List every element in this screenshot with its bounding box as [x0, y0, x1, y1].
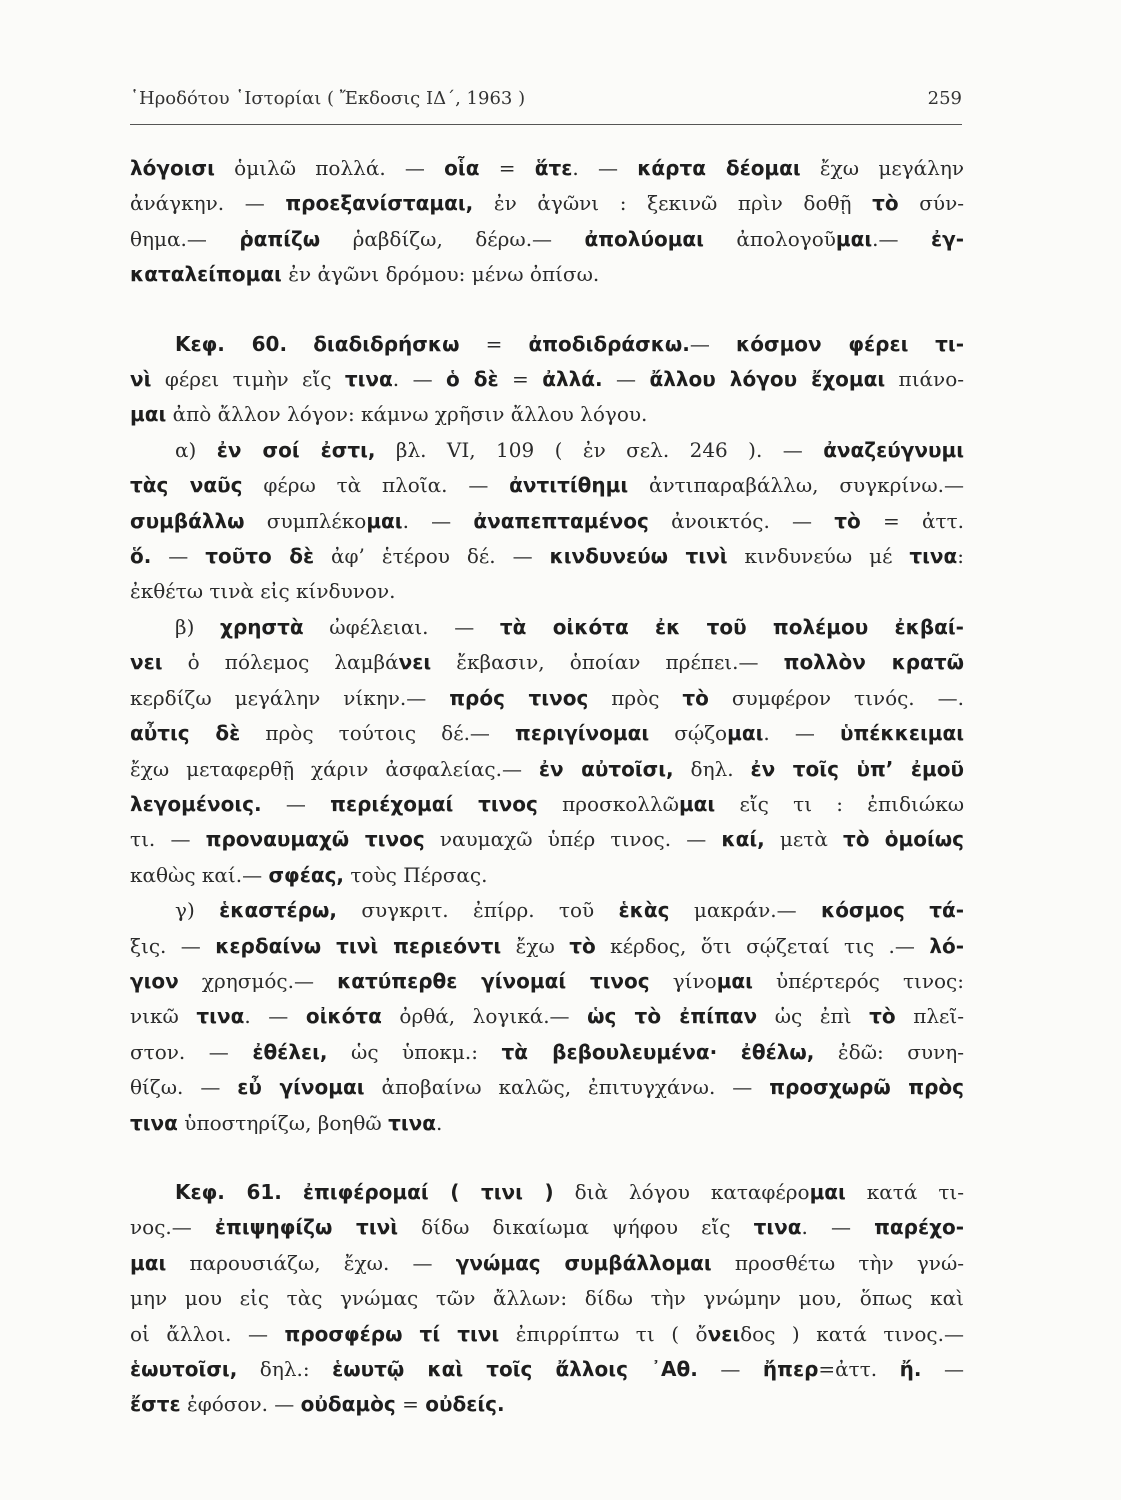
- lemma-term: τινα: [196, 1004, 245, 1029]
- text-line: τὰς ναῦς φέρω τὰ πλοῖα. — ἀντιτίθημι ἀντιπαραβάλλω, συγκρίνω.—: [130, 473, 965, 498]
- paragraph-chapter-61: [130, 1175, 964, 1423]
- lemma-term: ἐπιψηφίζω τινὶ: [214, 1215, 399, 1240]
- lemma-term: ἀπολύομαι: [584, 226, 704, 251]
- lemma-term: ἐν αὐτοῖσι,: [538, 756, 674, 781]
- text-line: ἐκθέτω τινὰ εἰς κίνδυνον.: [130, 579, 396, 604]
- lemma-term: νει: [130, 650, 163, 675]
- lemma-term: μαι: [809, 1179, 846, 1204]
- text-line: τι. — προναυμαχῶ τινος ναυμαχῶ ὑπέρ τινος. — καί, μετὰ τὸ ὁμοίως: [130, 827, 964, 852]
- text-line: ὅ. — τοῦτο δὲ ἀφ’ ἑτέρου δέ. — κινδυνεύω τινὶ κινδυνεύω μέ τινα:: [130, 544, 965, 569]
- text-line: οἱ ἄλλοι. — προσφέρω τί τινι ἐπιρρίπτω τι ( ὄνειδος ) κατά τινος.—: [130, 1321, 964, 1346]
- lemma-term: ἀποδιδράσκω.: [528, 331, 690, 356]
- lemma-term: ἀντιτίθημι: [509, 473, 629, 498]
- lemma-term: τὸ: [869, 1004, 896, 1029]
- text-line: α) ἐν σοί ἐστι, βλ. VI, 109 ( ἐν σελ. 246 ). — ἀναζεύγνυμι: [175, 437, 965, 462]
- lemma-term: περιέχομαί τινος: [330, 791, 538, 816]
- lemma-term: ἑωυτῷ καὶ τοῖς ἄλλοις ᾿Αθ.: [332, 1357, 698, 1381]
- text-line: ἑωυτοῖσι, δηλ.: ἑωυτῷ καὶ τοῖς ἄλλοις ᾿Αθ. — ἤπερ=ἀττ. ἤ. —: [130, 1357, 965, 1381]
- lemma-term: προναυμαχῶ τινος: [205, 827, 425, 852]
- lemma-term: τὰ οἰκότα ἐκ τοῦ πολέμου ἐκβαί-: [499, 614, 964, 639]
- lemma-term: τά-: [929, 898, 964, 923]
- lemma-term: τὸ: [682, 685, 709, 710]
- lemma-term: οὐδείς.: [425, 1392, 505, 1417]
- text-line: στον. — ἐθέλει, ὡς ὑποκμ.: τὰ βεβουλευμένα· ἐθέλω, ἐδῶ: συνη-: [130, 1039, 964, 1064]
- lemma-term: κατύπερθε γίνομαί τινος: [337, 968, 650, 993]
- text-line: γιον χρησμός.— κατύπερθε γίνομαί τινος γίνομαι ὑπέρτερός τινος:: [130, 968, 964, 993]
- text-line: θημα.— ῥαπίζω ῥαβδίζω, δέρω.— ἀπολύομαι ἀπολογοῦμαι.— ἐγ-: [130, 226, 965, 251]
- lemma-term: τινα: [344, 367, 393, 392]
- text-line: νὶ φέρει τιμὴν εἴς τινα. — ὁ δὲ = ἀλλά. — ἄλλου λόγου ἔχομαι πιάνο-: [130, 367, 964, 392]
- lemma-term: νὶ: [130, 367, 152, 392]
- lemma-term: μαι: [727, 721, 764, 746]
- lemma-term: ἄλλου λόγου ἔχομαι: [649, 367, 886, 392]
- lemma-term: περιγίνομαι: [515, 721, 650, 746]
- text-line: ἔστε ἐφόσον. — οὐδαμὸς = οὐδείς.: [130, 1392, 505, 1417]
- text-line: τινα ὑποστηρίζω, βοηθῶ τινα.: [130, 1110, 443, 1135]
- running-title: ῾Ηροδότου ῾Ιστορίαι ( Ἔκδοσις ΙΔ΄, 1963 ): [130, 88, 526, 109]
- paragraph-60-a: [130, 433, 964, 610]
- lemma-term: οἰκότα: [305, 1004, 382, 1029]
- lemma-term: ἑκὰς: [618, 898, 670, 923]
- page-number: 259: [927, 88, 962, 109]
- text-line: ξις. — κερδαίνω τινὶ περιεόντι ἔχω τὸ κέρδος, ὅτι σῴζεταί τις .— λό-: [130, 933, 965, 958]
- lemma-term: ῥαπίζω: [239, 226, 321, 251]
- lemma-term: προεξανίσταμαι,: [285, 191, 474, 216]
- lemma-term: χρηστὰ: [220, 614, 304, 639]
- lemma-term: τινα: [753, 1215, 802, 1240]
- text-line: αὖτις δὲ πρὸς τούτοις δέ.— περιγίνομαι σῴζομαι. — ὑπέκκειμαι: [130, 721, 965, 746]
- lemma-term: ἀναζεύγνυμι: [823, 437, 965, 462]
- text-line: γ) ἑκαστέρω, συγκριτ. ἐπίρρ. τοῦ ἑκὰς μακράν.— κόσμος τά-: [175, 898, 964, 923]
- lemma-term: κινδυνεύω τινὶ: [549, 544, 728, 569]
- lemma-term: ἔστε: [130, 1392, 181, 1417]
- lemma-term: μαι: [130, 1250, 167, 1275]
- commentary-body: [130, 151, 964, 1423]
- text-line: λόγοισι ὁμιλῶ πολλά. — οἷα = ἅτε. — κάρτα δέομαι ἔχω μεγάλην: [130, 156, 964, 180]
- lemma-term: μαι: [678, 791, 716, 816]
- text-line: νικῶ τινα. — οἰκότα ὀρθά, λογικά.— ὡς τὸ ἐπίπαν ὡς ἐπὶ τὸ πλεῖ-: [130, 1004, 964, 1029]
- text-line: Κεφ. 60. διαδιδρήσκω = ἀποδιδράσκω.— κόσμον φέρει τι-: [175, 331, 965, 356]
- lemma-term: οὐδαμὸς: [300, 1392, 396, 1417]
- lemma-term: τοῦτο δὲ: [205, 544, 315, 569]
- text-line: Κεφ. 61. ἐπιφέρομαί ( τινι ) διὰ λόγου καταφέρομαι κατά τι-: [175, 1179, 964, 1204]
- lemma-term: νει: [398, 650, 432, 675]
- lemma-term: τινα: [909, 544, 958, 569]
- lemma-term: μαι: [716, 968, 753, 993]
- lemma-term: καταλείπομαι: [130, 262, 282, 287]
- lemma-term: τὰ βεβουλευμένα·: [501, 1039, 718, 1064]
- lemma-term: ἑκαστέρω,: [219, 898, 337, 923]
- lemma-term: συμβάλλω: [130, 508, 245, 533]
- lemma-term: εὖ γίνομαι: [237, 1075, 365, 1100]
- lemma-term: λό-: [929, 933, 965, 958]
- lemma-term: λεγομένοις.: [130, 791, 262, 816]
- lemma-term: λόγοισι: [130, 156, 215, 180]
- paragraph-chapter-60: [130, 327, 964, 433]
- paragraph-60-c: [130, 893, 964, 1141]
- lemma-term: κερδαίνω τινὶ περιεόντι: [215, 933, 502, 958]
- lemma-term: σφέας,: [268, 862, 345, 887]
- text-line: μαι παρουσιάζω, ἔχω. — γνώμας συμβάλλομαι προσθέτω τὴν γνώ-: [130, 1250, 965, 1275]
- lemma-term: κόσμος: [820, 898, 905, 923]
- lemma-term: ἀλλά.: [542, 367, 603, 392]
- text-line: μαι ἀπὸ ἄλλον λόγον: κάμνω χρῆσιν ἄλλου λόγου.: [130, 402, 648, 427]
- lemma-term: τὸ: [843, 827, 870, 852]
- lemma-term: μαι: [835, 226, 873, 251]
- lemma-term: γιον: [130, 968, 179, 993]
- lemma-term: τὸ: [834, 508, 861, 533]
- lemma-term: προσχωρῶ πρὸς: [769, 1075, 964, 1100]
- text-line: μην μου εἰς τὰς γνώμας τῶν ἄλλων: δίδω τὴν γνώμην μου, ὅπως καὶ: [130, 1286, 964, 1311]
- lemma-term: προσφέρω τί τινι: [284, 1321, 500, 1346]
- lemma-term: ὑπέκκειμαι: [839, 721, 965, 746]
- lemma-term: ἐθέλει,: [252, 1039, 328, 1064]
- lemma-term: τὸ: [569, 933, 596, 958]
- text-line: νει ὁ πόλεμος λαμβάνει ἔκβασιν, ὁποίαν πρέπει.— πολλὸν κρατῶ: [130, 650, 964, 675]
- lemma-term: ἐγ-: [930, 226, 965, 251]
- lemma-term: ἤ.: [899, 1357, 922, 1381]
- text-line: θίζω. — εὖ γίνομαι ἀποβαίνω καλῶς, ἐπιτυγχάνω. — προσχωρῶ πρὸς: [130, 1075, 964, 1100]
- lemma-term: πολλὸν κρατῶ: [783, 650, 964, 675]
- paragraph-intro: [130, 151, 964, 293]
- lemma-term: ἐπιφέρομαί ( τινι ): [302, 1179, 554, 1204]
- lemma-term: ἐν τοῖς ὑπ’ ἐμοῦ: [750, 756, 964, 781]
- lemma-term: κάρτα δέομαι: [637, 156, 801, 180]
- lemma-term: γνώμας συμβάλλομαι: [455, 1250, 712, 1275]
- lemma-term: παρέχο-: [874, 1215, 965, 1240]
- paragraph-60-b: [130, 610, 964, 893]
- running-header: [130, 88, 962, 109]
- text-line: ἀνάγκην. — προεξανίσταμαι, ἐν ἀγῶνι : ξεκινῶ πρὶν δοθῇ τὸ σύν-: [130, 191, 964, 216]
- lemma-term: ὅ.: [130, 544, 152, 569]
- text-line: ἔχω μεταφερθῇ χάριν ἀσφαλείας.— ἐν αὐτοῖσι, δηλ. ἐν τοῖς ὑπ’ ἐμοῦ: [130, 756, 964, 781]
- lemma-term: διαδιδρήσκω: [313, 331, 460, 356]
- text-line: συμβάλλω συμπλέκομαι. — ἀναπεπταμένος ἀνοικτός. — τὸ = ἀττ.: [130, 508, 964, 533]
- lemma-term: τὸ: [872, 191, 899, 216]
- lemma-term: ὡς τὸ ἐπίπαν: [587, 1004, 758, 1029]
- lemma-term: ἑωυτοῖσι,: [130, 1357, 238, 1381]
- lemma-term: Κεφ. 60.: [175, 331, 288, 356]
- lemma-term: Κεφ. 61.: [175, 1179, 282, 1204]
- lemma-term: νει: [707, 1321, 741, 1346]
- lemma-term: ἐν σοί ἐστι,: [216, 437, 376, 462]
- header-rule: [130, 124, 962, 125]
- text-line: καθὼς καί.— σφέας, τοὺς Πέρσας.: [130, 862, 488, 887]
- lemma-term: ἐθέλω,: [740, 1039, 815, 1064]
- text-line: νος.— ἐπιψηφίζω τινὶ δίδω δικαίωμα ψήφου εἴς τινα. — παρέχο-: [130, 1215, 965, 1240]
- lemma-term: τινα: [388, 1110, 436, 1135]
- lemma-term: ὁμοίως: [884, 827, 964, 852]
- text-line: καταλείπομαι ἐν ἀγῶνι δρόμου: μένω ὀπίσω.: [130, 262, 600, 287]
- lemma-term: αὖτις δὲ: [130, 721, 241, 746]
- lemma-term: μαι: [130, 402, 167, 427]
- lemma-term: ἀναπεπταμένος: [473, 508, 649, 533]
- lemma-term: ὁ δὲ: [446, 367, 499, 392]
- text-line: λεγομένοις. — περιέχομαί τινος προσκολλῶμαι εἴς τι : ἐπιδιώκω: [130, 791, 965, 816]
- lemma-term: κόσμον φέρει τι-: [736, 331, 965, 356]
- lemma-term: τὰς ναῦς: [130, 473, 243, 498]
- lemma-term: οἷα: [444, 156, 480, 180]
- lemma-term: μαι: [366, 508, 403, 533]
- lemma-term: τινα: [130, 1110, 178, 1135]
- text-line: β) χρηστὰ ὠφέλειαι. — τὰ οἰκότα ἐκ τοῦ πολέμου ἐκβαί-: [175, 614, 964, 639]
- lemma-term: ἅτε: [534, 156, 573, 180]
- lemma-term: πρός τινος: [449, 685, 589, 710]
- lemma-term: καί,: [721, 827, 765, 852]
- lemma-term: ἤπερ: [762, 1357, 819, 1381]
- text-line: κερδίζω μεγάλην νίκην.— πρός τινος πρὸς τὸ συμφέρον τινός. —.: [130, 685, 964, 710]
